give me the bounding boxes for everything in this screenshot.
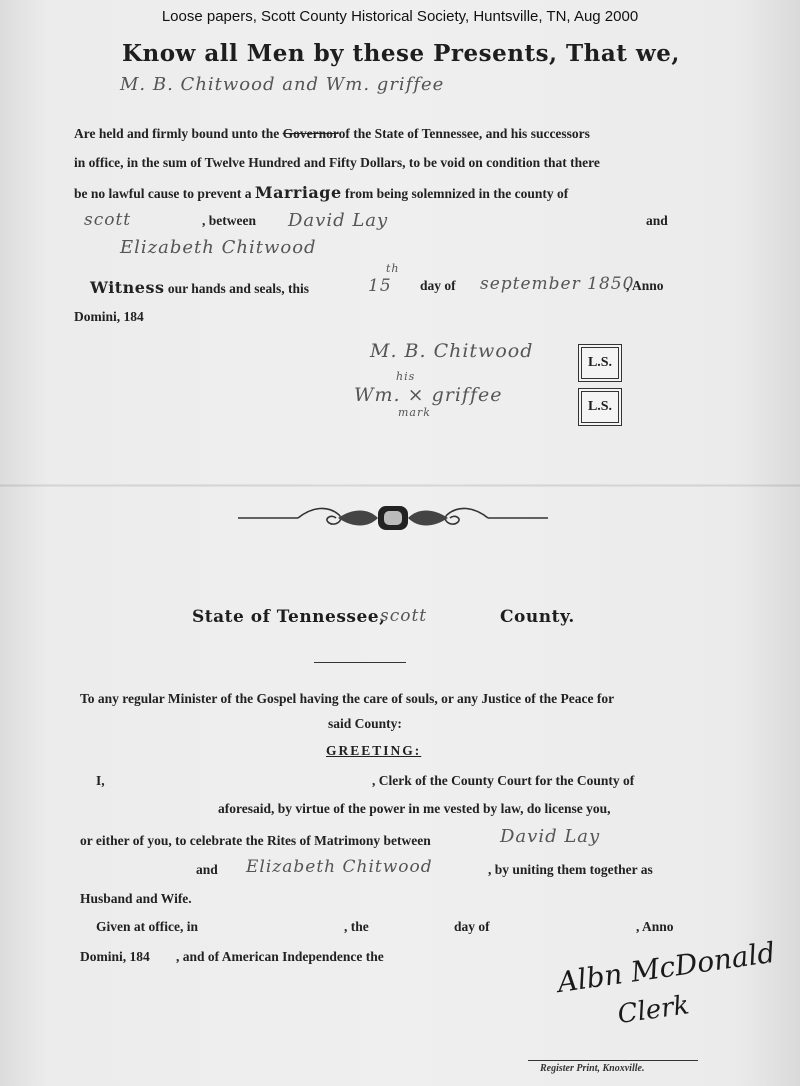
- signature-his: his: [396, 370, 416, 383]
- bond-title: Know all Men by these Presents, That we,: [122, 40, 680, 67]
- witness-line: [90, 278, 309, 297]
- printer-imprint: Register Print, Knoxville.: [540, 1063, 645, 1074]
- state-label: State of Tennessee,: [192, 607, 386, 627]
- bond-line-1: [74, 126, 590, 142]
- principals-handwritten: M. B. Chitwood and Wm. griffee: [120, 74, 445, 95]
- the-label: , the: [344, 919, 369, 934]
- printer-rule: [528, 1060, 698, 1061]
- ornament-divider: [238, 500, 548, 536]
- license-groom-handwritten: David Lay: [500, 826, 601, 847]
- marriage-word: Marriage: [254, 183, 342, 202]
- bond-bride-handwritten: Elizabeth Chitwood: [120, 237, 317, 258]
- greeting: GREETING:: [326, 743, 422, 758]
- bond-line-3-post: from being solemnized in the county of: [345, 186, 569, 201]
- seal-box-1: L.S.: [578, 344, 622, 382]
- day-suffix-handwritten: th: [386, 262, 400, 275]
- bond-day-of-label: day of: [420, 278, 456, 293]
- signature-mark: mark: [398, 406, 431, 419]
- aforesaid-line: aforesaid, by virtue of the power in me vested by law, do license you,: [218, 801, 611, 816]
- bond-county-handwritten: scott: [84, 210, 132, 230]
- between-label: , between: [202, 213, 256, 228]
- witness-word: Witness: [90, 278, 165, 297]
- bond-line-3: [74, 183, 568, 202]
- paper-fold: [0, 484, 800, 487]
- divider-rule: [314, 662, 406, 663]
- bond-line-2: in office, in the sum of Twelve Hundred and Fifty Dollars, to be void on condition that there: [74, 155, 600, 170]
- i-label: I,: [96, 773, 105, 788]
- license-county-handwritten: scott: [380, 606, 428, 626]
- uniting-text: , by uniting them together as: [488, 862, 653, 877]
- bond-line-1-pre: Are held and firmly bound unto the: [74, 126, 280, 141]
- given-label: Given at office, in: [96, 919, 198, 934]
- license-day-of-label: day of: [454, 919, 490, 934]
- license-bride-handwritten: Elizabeth Chitwood: [246, 857, 433, 877]
- signature-chitwood: M. B. Chitwood: [370, 340, 534, 362]
- clerk-signature: Albn McDonald: [555, 935, 778, 999]
- bond-line-3-pre: be no lawful cause to prevent a: [74, 186, 252, 201]
- bond-anno-label: , Anno: [626, 278, 664, 293]
- license-domini-label: Domini, 184: [80, 949, 150, 964]
- witness-text: our hands and seals, this: [167, 281, 310, 296]
- seal-box-2: L.S.: [578, 388, 622, 426]
- date-handwritten: september 1850: [480, 274, 635, 294]
- bond-line-1-post: of the State of Tennessee, and his successors: [338, 126, 590, 141]
- county-label: County.: [500, 607, 575, 627]
- signature-griffee: Wm. × griffee: [354, 384, 503, 406]
- address-line-1: To any regular Minister of the Gospel having the care of souls, or any Justice of the Peace for: [80, 691, 615, 706]
- bond-and-label: and: [646, 213, 668, 228]
- license-anno-label: , Anno: [636, 919, 674, 934]
- struck-governor: Governor: [282, 126, 339, 141]
- license-and-label: and: [196, 862, 218, 877]
- husband-wife: Husband and Wife.: [80, 891, 192, 906]
- independence-text: , and of American Independence the: [176, 949, 384, 964]
- address-line-2: said County:: [328, 716, 402, 731]
- archive-caption: Loose papers, Scott County Historical Society, Huntsville, TN, Aug 2000: [161, 8, 639, 25]
- bond-domini-label: Domini, 184: [74, 309, 144, 324]
- clerk-title: Clerk: [615, 990, 692, 1030]
- bond-groom-handwritten: David Lay: [288, 210, 389, 231]
- day-handwritten: 15: [368, 276, 392, 296]
- clerk-text: , Clerk of the County Court for the County of: [372, 773, 635, 788]
- rites-line: or either of you, to celebrate the Rites of Matrimony between: [80, 833, 431, 848]
